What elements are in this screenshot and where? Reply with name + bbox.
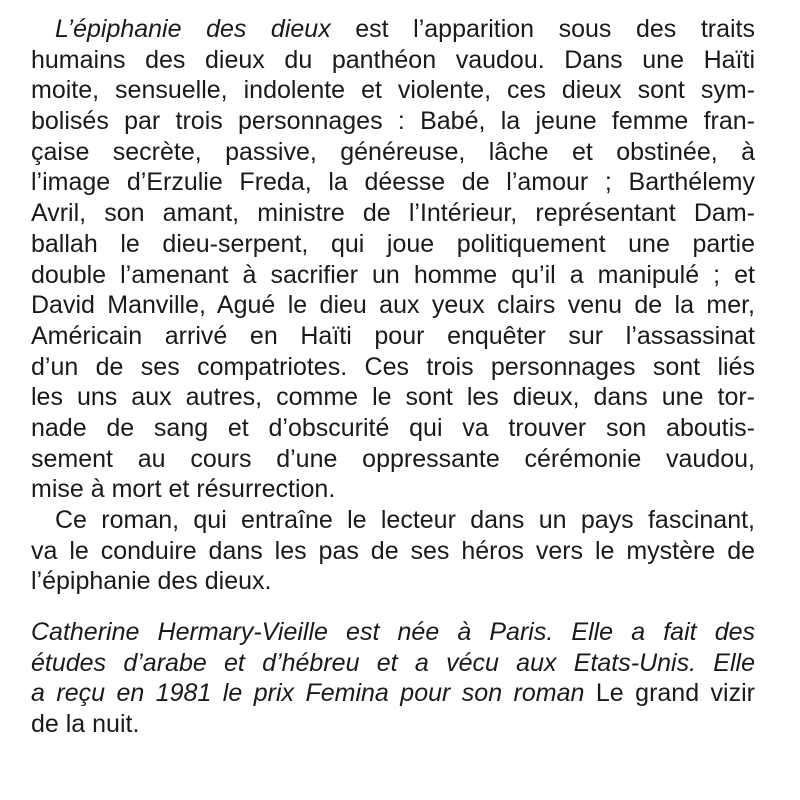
text-line: sement au cours d’une oppressante cérémonie vaudou,	[31, 444, 755, 473]
novel-title: Le grand vizir	[595, 679, 755, 708]
text-line: les uns aux autres, comme le sont les dieux, dans une tor-	[31, 383, 755, 412]
text-line: moite, sensuelle, indolente et violente, ces dieux sont sym-	[31, 76, 755, 105]
text-line: Avril, son amant, ministre de l’Intérieur, représentant Dam-	[31, 199, 755, 228]
text-line: David Manville, Agué le dieu aux yeux clairs venu de la mer,	[31, 291, 755, 320]
text-line: l’épiphanie des dieux.	[31, 567, 272, 596]
text-line: ballah le dieu-serpent, qui joue politiquement une partie	[31, 229, 755, 258]
text-line: mise à mort et résurrection.	[31, 475, 336, 504]
book-title: L’épiphanie des dieux	[55, 15, 331, 43]
text-line: double l’amenant à sacrifier un homme qu’il a manipulé ; et	[31, 260, 755, 289]
summary-paragraph	[31, 14, 755, 505]
text-line: d’un de ses compatriotes. Ces trois personnages sont liés	[31, 352, 755, 381]
bio-line: a reçu en 1981 le prix Femina pour son roman Le grand vizir	[31, 679, 755, 708]
bio-line: Catherine Hermary-Vieille est née à Paris. Elle a fait des	[31, 618, 755, 647]
text-line: nade de sang et d’obscurité qui va trouver son aboutis-	[31, 413, 755, 442]
text-line: Ce roman, qui entraîne le lecteur dans un pays fascinant,	[55, 506, 755, 534]
text-line: çaise secrète, passive, généreuse, lâche et obstinée, à	[31, 137, 755, 166]
text-line: L’épiphanie des dieux est l’apparition sous des traits	[55, 15, 756, 43]
bio-line: de la nuit.	[31, 710, 140, 739]
text-line: va le conduire dans les pas de ses héros vers le mystère de	[31, 536, 755, 565]
text-line: Américain arrivé en Haïti pour enquêter sur l’assassinat	[31, 321, 755, 350]
bio-line: études d’arabe et d’hébreu et a vécu aux Etats-Unis. Elle	[31, 648, 755, 677]
text-line: l’image d’Erzulie Freda, la déesse de l’amour ; Barthélemy	[31, 168, 755, 197]
author-bio	[31, 617, 755, 740]
text-line: humains des dieux du panthéon vaudou. Dans une Haïti	[31, 45, 755, 74]
text-line: bolisés par trois personnages : Babé, la jeune femme fran-	[31, 107, 755, 136]
closing-paragraph	[31, 505, 755, 597]
book-back-cover	[31, 14, 755, 740]
paragraph-gap	[31, 597, 755, 617]
